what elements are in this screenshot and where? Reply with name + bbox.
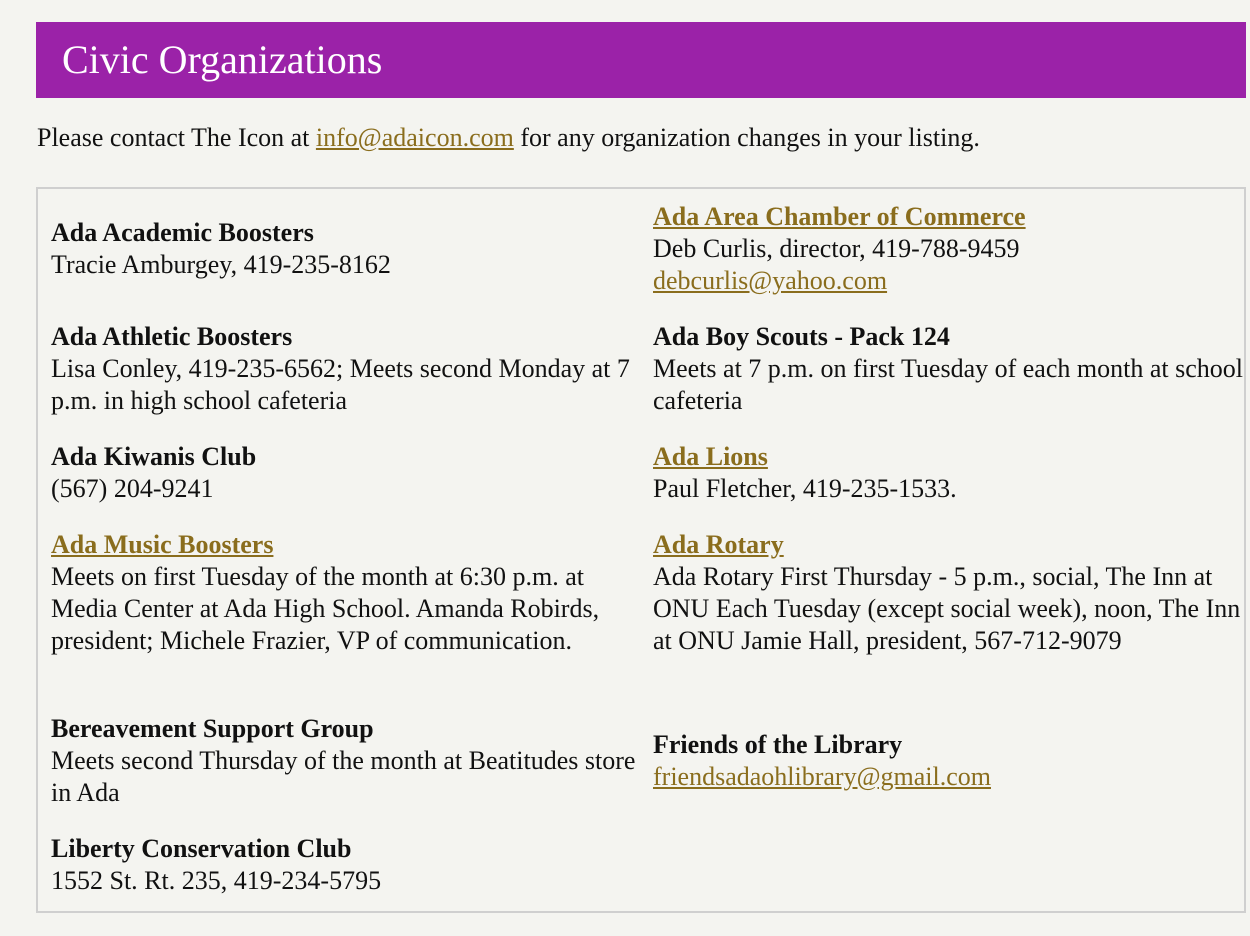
org-desc: Tracie Amburgey, 419-235-8162: [51, 250, 391, 279]
org-desc: Deb Curlis, director, 419-788-9459: [653, 234, 1020, 263]
org-desc: Meets at 7 p.m. on first Tuesday of each month at school cafeteria: [653, 354, 1243, 415]
org-name: Bereavement Support Group: [51, 714, 374, 743]
org-desc: Meets second Thursday of the month at Beatitudes store in Ada: [51, 746, 636, 807]
org-liberty-conservation-club: [51, 833, 641, 897]
org-friends-of-the-library: [653, 729, 1243, 793]
org-name: Ada Athletic Boosters: [51, 322, 293, 351]
page-header: [36, 22, 1246, 98]
org-name: Ada Academic Boosters: [51, 218, 314, 247]
org-name: Friends of the Library: [653, 730, 903, 759]
org-link-ada-area-chamber-of-commerce[interactable]: Ada Area Chamber of Commerce: [653, 202, 1026, 231]
page-title: Civic Organizations: [62, 37, 383, 82]
contact-email-link[interactable]: info@adaicon.com: [315, 123, 514, 152]
org-desc: Paul Fletcher, 419-235-1533.: [653, 474, 957, 503]
intro-text: [37, 120, 1242, 156]
org-desc: (567) 204-9241: [51, 474, 214, 503]
org-desc: 1552 St. Rt. 235, 419-234-5795: [51, 866, 382, 895]
org-ada-kiwanis-club: [51, 441, 641, 505]
org-desc: Ada Rotary First Thursday - 5 p.m., social, The Inn at ONU Each Tuesday (except social week), noon, The Inn at ONU Jamie Hall, president, 567-712-9079: [653, 562, 1241, 655]
org-name: Ada Kiwanis Club: [51, 442, 257, 471]
org-name: Ada Boy Scouts - Pack 124: [653, 322, 950, 351]
intro-after: for any organization changes in your listing.: [513, 123, 980, 152]
org-bereavement-support-group: [51, 713, 641, 809]
org-ada-rotary: [653, 529, 1243, 657]
org-desc: Meets on first Tuesday of the month at 6:30 p.m. at Media Center at Ada High School. Amanda Robirds, president; Michele Frazier, VP of communication.: [51, 562, 600, 655]
org-ada-music-boosters: [51, 529, 641, 657]
org-ada-academic-boosters: [51, 217, 641, 281]
org-link-ada-music-boosters[interactable]: Ada Music Boosters: [51, 530, 274, 559]
org-ada-boy-scouts: [653, 321, 1243, 417]
org-link-ada-lions[interactable]: Ada Lions: [653, 442, 768, 471]
intro-before: Please contact The Icon at: [37, 123, 316, 152]
org-ada-lions: [653, 441, 1243, 505]
organizations-box: [36, 187, 1246, 913]
org-name: Liberty Conservation Club: [51, 834, 352, 863]
org-desc: Lisa Conley, 419-235-6562; Meets second Monday at 7 p.m. in high school cafeteria: [51, 354, 630, 415]
chamber-email-link[interactable]: debcurlis@yahoo.com: [653, 266, 888, 295]
org-ada-area-chamber-of-commerce: [653, 201, 1243, 297]
library-email-link[interactable]: friendsadaohlibrary@gmail.com: [653, 762, 991, 791]
org-ada-athletic-boosters: [51, 321, 641, 417]
org-link-ada-rotary[interactable]: Ada Rotary: [653, 530, 784, 559]
